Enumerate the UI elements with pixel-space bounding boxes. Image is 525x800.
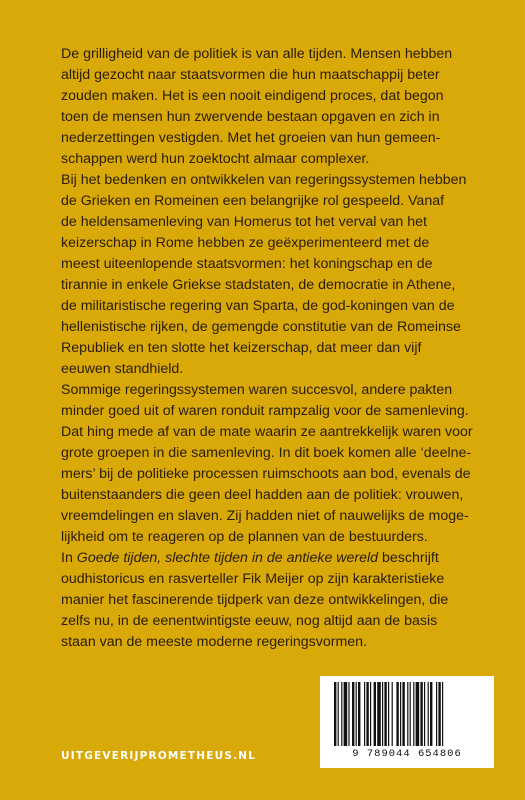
- barcode-bar: [377, 682, 381, 746]
- blurb-line: oudhistoricus en rasverteller Fik Meijer op zijn karakteristieke: [61, 571, 445, 587]
- barcode-bar: [442, 682, 443, 746]
- barcode-bars: [332, 682, 482, 746]
- blurb-line: keizerschap in Rome hebben ze geëxperimenteerd met de: [61, 235, 430, 251]
- barcode-bar: [388, 682, 389, 746]
- blurb-line: minder goed uit of waren ronduit rampzalig voor de samenleving.: [61, 403, 469, 419]
- blurb-text-prefix: In: [61, 550, 77, 566]
- barcode-bar: [438, 682, 440, 746]
- barcode-bar: [413, 682, 414, 746]
- barcode-bar: [348, 682, 349, 746]
- barcode-bar: [416, 682, 420, 746]
- blurb-line: de militaristische regering van Sparta, de god-koningen van de: [61, 298, 455, 314]
- blurb-line: de Grieken en Romeinen een belangrijke rol gespeeld. Vanaf: [61, 193, 445, 209]
- blurb-line: staan van de meeste moderne regeringsvormen.: [61, 634, 367, 650]
- barcode-bar: [410, 682, 411, 746]
- blurb-line: grote groepen in die samenleving. In dit boek komen alle ‘deelne-: [61, 445, 472, 461]
- blurb-line: [61, 548, 481, 569]
- blurb-line: vreemdelingen en slaven. Zij hadden niet of nauwelijks de moge-: [61, 508, 469, 524]
- barcode-bar: [420, 682, 422, 746]
- isbn-number: 9 789044 654806: [352, 748, 462, 760]
- barcode-bar: [364, 682, 365, 746]
- barcode-bar: [338, 682, 339, 746]
- blurb-line: Dat hing mede af van de mate waarin ze aantrekkelijk waren voor: [61, 424, 473, 440]
- blurb-line: zouden maken. Het is een nooit eindigend proces, dat begon: [61, 88, 444, 104]
- barcode-bar: [334, 682, 336, 746]
- blurb-line: toen de mensen hun zwervende bestaan opgaven en zich in: [61, 109, 440, 125]
- blurb-line: de heldensamenleving van Homerus tot het verval van het: [61, 214, 427, 230]
- barcode-bar: [382, 682, 383, 746]
- barcode-bar: [436, 682, 437, 746]
- barcode-bar: [396, 682, 398, 746]
- barcode-bar: [358, 682, 360, 746]
- barcode: [320, 676, 494, 768]
- blurb-line: Sommige regeringssystemen waren succesvol, andere pakten: [61, 382, 453, 398]
- barcode-bar: [402, 682, 404, 746]
- blurb-line: buitenstaanders die geen deel hadden aan de politiek: vrouwen,: [61, 487, 464, 503]
- publisher-url: UITGEVERIJPROMETHEUS.NL: [61, 750, 257, 762]
- barcode-bar: [366, 682, 368, 746]
- barcode-bar: [392, 682, 393, 746]
- barcode-bar: [428, 682, 429, 746]
- blurb-line: manier het fascinerende tijdperk van deze ontwikkelingen, die: [61, 592, 449, 608]
- blurb-text-suffix: beschrijft: [378, 550, 439, 566]
- barcode-bar: [370, 682, 371, 746]
- blurb-line: Bij het bedenken en ontwikkelen van regeringssystemen hebben: [61, 172, 467, 188]
- barcode-bar: [384, 682, 386, 746]
- barcode-bar: [407, 682, 408, 746]
- barcode-bar: [374, 682, 376, 746]
- blurb-line: nederzettingen vestigden. Met het groeien van hun gemeen-: [61, 130, 441, 146]
- blurb-line: Republiek en ten slotte het keizerschap, dat meer dan vijf: [61, 340, 422, 356]
- blurb-line: hellenistische rijken, de gemengde constitutie van de Romeinse: [61, 319, 461, 335]
- blurb-line: eeuwen standhield.: [61, 361, 184, 377]
- blurb-line: altijd gezocht naar staatsvormen die hun maatschappij beter: [61, 67, 440, 83]
- blurb-text: [61, 44, 481, 653]
- barcode-bar: [352, 682, 354, 746]
- barcode-bar: [430, 682, 432, 746]
- blurb-line: zelfs nu, in de eenentwintigste eeuw, nog altijd aan de basis: [61, 613, 438, 629]
- barcode-bar: [400, 682, 401, 746]
- blurb-line: De grilligheid van de politiek is van alle tijden. Mensen hebben: [61, 46, 453, 62]
- barcode-bar: [424, 682, 425, 746]
- blurb-line: lijkheid om te reageren op de plannen van de bestuurders.: [61, 529, 428, 545]
- barcode-bar: [344, 682, 348, 746]
- blurb-line: mers’ bij de politieke processen ruimschoots aan bod, evenals de: [61, 466, 471, 482]
- blurb-line: schappen werd hun zoektocht almaar complexer.: [61, 151, 370, 167]
- book-title: Goede tijden, slechte tijden in de antieke wereld: [76, 550, 379, 566]
- barcode-bar: [341, 682, 342, 746]
- blurb-line: tirannie in enkele Griekse stadstaten, de democratie in Athene,: [61, 277, 456, 293]
- barcode-bar: [356, 682, 357, 746]
- blurb-line: meest uiteenlopende staatsvormen: het koningschap en de: [61, 256, 433, 272]
